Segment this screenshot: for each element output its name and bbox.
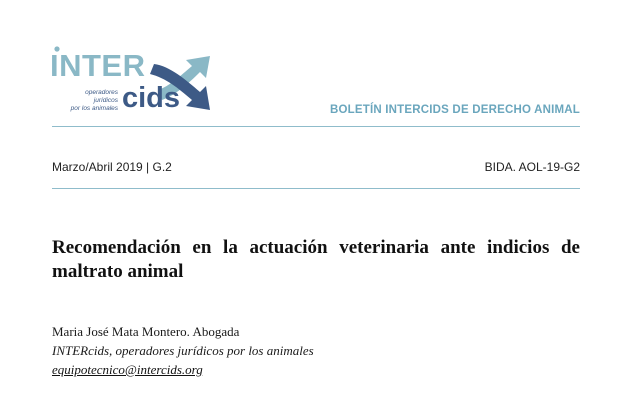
issue-date: Marzo/Abril 2019 | G.2	[52, 160, 172, 174]
logo-tagline-line: operadores	[85, 89, 118, 96]
bulletin-title: BOLETÍN INTERCIDS DE DERECHO ANIMAL	[330, 104, 580, 116]
logo-tagline-line: jurídicos	[93, 97, 118, 104]
author-affiliation: INTERcids, operadores jurídicos por los animales	[52, 343, 314, 358]
logo-tagline	[52, 89, 118, 113]
author-email-link[interactable]: equipotecnico@intercids.org	[52, 362, 203, 377]
meta-divider	[52, 188, 580, 189]
logo-word-inter: INTER	[50, 48, 146, 83]
intercids-logo	[50, 46, 235, 118]
article-title: Recomendación en la actuación veterinaria ante indicios de maltrato animal	[52, 237, 580, 282]
article-reference: BIDA. AOL-19-G2	[484, 160, 580, 174]
logo-word-cids: cids	[122, 82, 181, 114]
author-name: Maria José Mata Montero. Abogada	[52, 324, 240, 339]
logo-tagline-line: por los animales	[70, 105, 118, 112]
header-divider	[52, 126, 580, 127]
